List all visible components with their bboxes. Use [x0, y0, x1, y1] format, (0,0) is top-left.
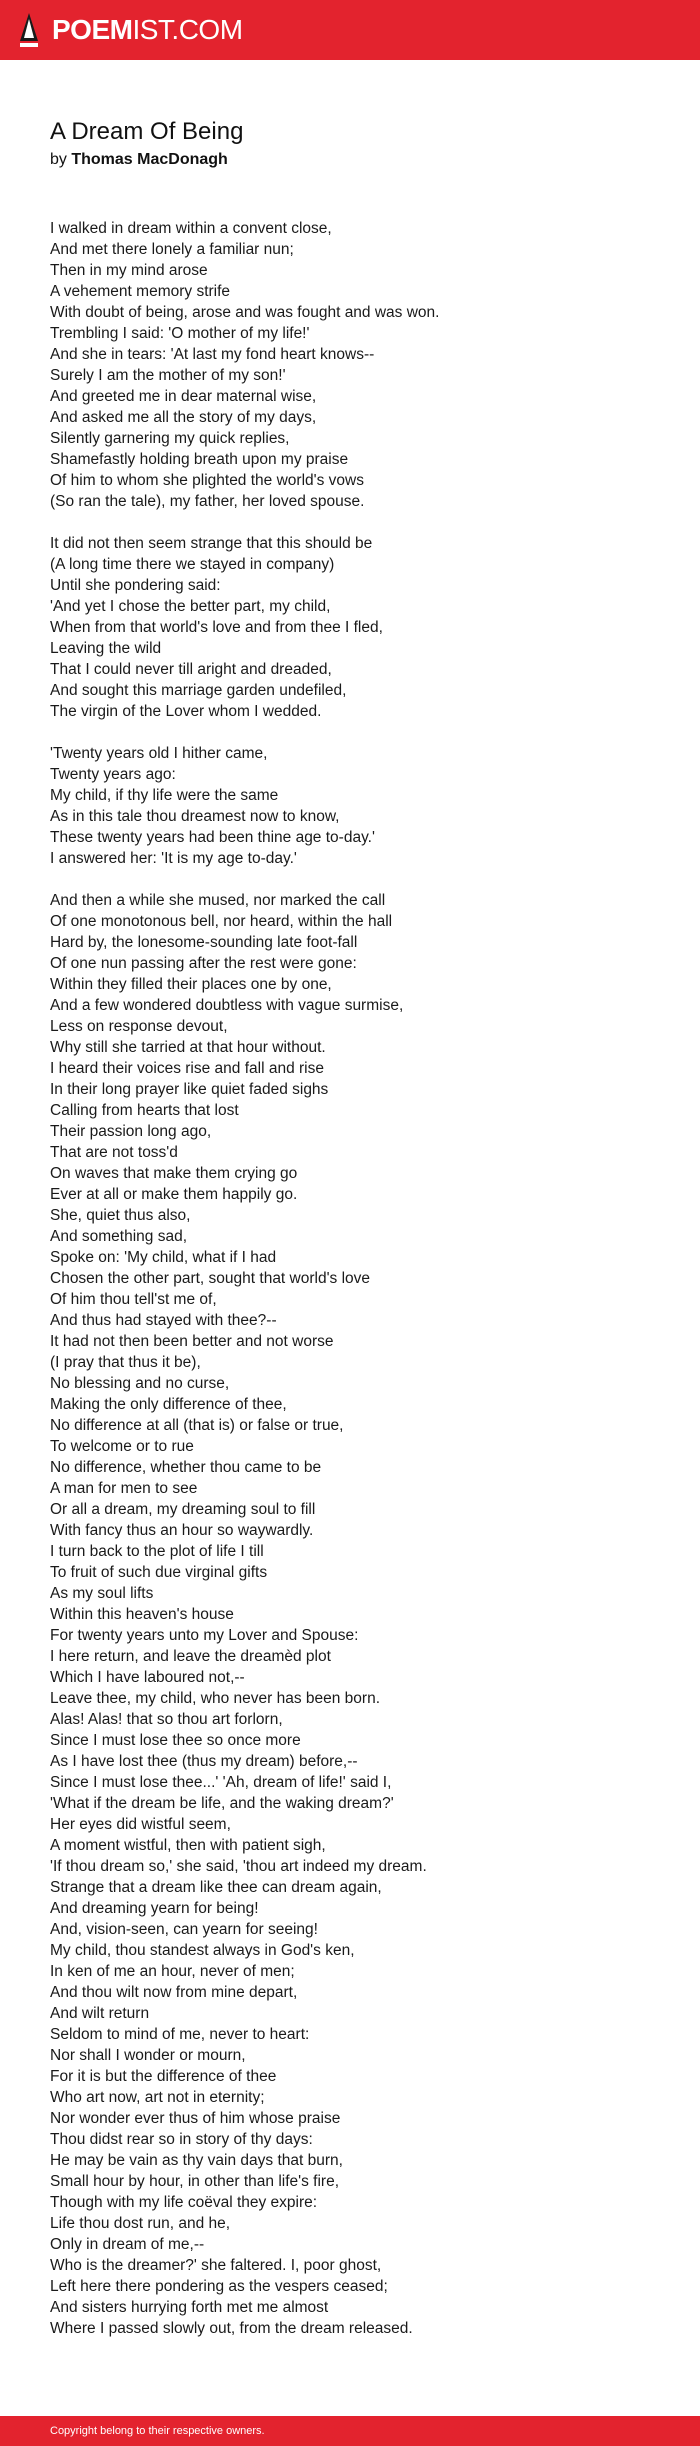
- poem-line: For it is but the difference of thee: [50, 2068, 277, 2085]
- poem-line: Hard by, the lonesome-sounding late foot-fall: [50, 934, 358, 951]
- poem-title: A Dream Of Being: [50, 118, 244, 145]
- poem-line: Life thou dost run, and he,: [50, 2215, 231, 2232]
- poem-line: Or all a dream, my dreaming soul to fill: [50, 1501, 316, 1518]
- poem-line: Making the only difference of thee,: [50, 1396, 287, 1413]
- poem-line: As in this tale thou dreamest now to know,: [50, 808, 340, 825]
- poem-line: Which I have laboured not,--: [50, 1669, 245, 1686]
- poem-line: That I could never till aright and dreaded,: [50, 661, 332, 678]
- poem-line: Silently garnering my quick replies,: [50, 430, 290, 447]
- poem-line: Spoke on: 'My child, what if I had: [50, 1249, 277, 1266]
- poem-line: Left here there pondering as the vespers ceased;: [50, 2278, 388, 2295]
- poem-line: As I have lost thee (thus my dream) before,--: [50, 1753, 358, 1770]
- poem-line: And sought this marriage garden undefiled,: [50, 682, 347, 699]
- poem-line: Trembling I said: 'O mother of my life!': [50, 325, 310, 342]
- poem-line: These twenty years had been thine age to-day.': [50, 829, 375, 846]
- poem-line: 'If thou dream so,' she said, 'thou art indeed my dream.: [50, 1858, 427, 1875]
- poem-line: Leaving the wild: [50, 640, 162, 657]
- poem-line: Since I must lose thee so once more: [50, 1732, 301, 1749]
- poem-line: She, quiet thus also,: [50, 1207, 191, 1224]
- poem-line: Leave thee, my child, who never has been born.: [50, 1690, 381, 1707]
- poem-line: To fruit of such due virginal gifts: [50, 1564, 268, 1581]
- pen-nib-icon[interactable]: [18, 13, 40, 47]
- poem-line: And a few wondered doubtless with vague surmise,: [50, 997, 404, 1014]
- poem-line: Surely I am the mother of my son!': [50, 367, 286, 384]
- site-header: [0, 0, 700, 60]
- poem-line: That are not toss'd: [50, 1144, 178, 1161]
- poem-line: I answered her: 'It is my age to-day.': [50, 850, 297, 867]
- poem-line: Alas! Alas! that so thou art forlorn,: [50, 1711, 283, 1728]
- stanza: [50, 743, 660, 869]
- poem-line: Since I must lose thee...' 'Ah, dream of life!' said I,: [50, 1774, 392, 1791]
- poem-line: And greeted me in dear maternal wise,: [50, 388, 317, 405]
- by-label: by: [50, 151, 67, 168]
- poem-line: Thou didst rear so in story of thy days:: [50, 2131, 313, 2148]
- poem-line: I turn back to the plot of life I till: [50, 1543, 264, 1560]
- poem-line: Of one nun passing after the rest were gone:: [50, 955, 357, 972]
- poem-line: My child, thou standest always in God's ken,: [50, 1942, 355, 1959]
- poem-line: Nor wonder ever thus of him whose praise: [50, 2110, 341, 2127]
- poem-line: And wilt return: [50, 2005, 150, 2022]
- stanza: [50, 533, 660, 722]
- poem-line: On waves that make them crying go: [50, 1165, 298, 1182]
- poem-line: And sisters hurrying forth met me almost: [50, 2299, 329, 2316]
- poem-line: I here return, and leave the dreamèd plot: [50, 1648, 331, 1665]
- poem-line: Within they filled their places one by one,: [50, 976, 332, 993]
- poem-line: Her eyes did wistful seem,: [50, 1816, 231, 1833]
- poem-line: A moment wistful, then with patient sigh,: [50, 1837, 326, 1854]
- poem-line: My child, if thy life were the same: [50, 787, 279, 804]
- poem-line: A man for men to see: [50, 1480, 198, 1497]
- poem-line: With doubt of being, arose and was fought and was won.: [50, 304, 440, 321]
- poem-line: Twenty years ago:: [50, 766, 176, 783]
- poem-line: Of him thou tell'st me of,: [50, 1291, 217, 1308]
- poem-heading: [50, 116, 650, 170]
- poem-line: When from that world's love and from thee I fled,: [50, 619, 383, 636]
- poem-line: (A long time there we stayed in company): [50, 556, 335, 573]
- poem-line: Small hour by hour, in other than life's fire,: [50, 2173, 339, 2190]
- poem-line: And something sad,: [50, 1228, 188, 1245]
- poem-line: A vehement memory strife: [50, 283, 231, 300]
- poem-line: I heard their voices rise and fall and rise: [50, 1060, 324, 1077]
- poem-line: 'And yet I chose the better part, my child,: [50, 598, 331, 615]
- poem-line: Chosen the other part, sought that world's love: [50, 1270, 371, 1287]
- poem-line: Less on response devout,: [50, 1018, 228, 1035]
- poem-line: And asked me all the story of my days,: [50, 409, 317, 426]
- poem-line: With fancy thus an hour so waywardly.: [50, 1522, 314, 1539]
- poem-line: (I pray that thus it be),: [50, 1354, 201, 1371]
- poem-line: Why still she tarried at that hour without.: [50, 1039, 326, 1056]
- poem-line: Of one monotonous bell, nor heard, within the hall: [50, 913, 393, 930]
- poem-line: Then in my mind arose: [50, 262, 208, 279]
- poem-line: Their passion long ago,: [50, 1123, 212, 1140]
- poem-line: Ever at all or make them happily go.: [50, 1186, 298, 1203]
- poem-line: No blessing and no curse,: [50, 1375, 230, 1392]
- poem-line: For twenty years unto my Lover and Spouse:: [50, 1627, 359, 1644]
- copyright-text: Copyright belong to their respective owners.: [50, 2425, 265, 2437]
- stanza: [50, 218, 660, 512]
- poem-line: And, vision-seen, can yearn for seeing!: [50, 1921, 318, 1938]
- poem-line: It did not then seem strange that this should be: [50, 535, 373, 552]
- poem-line: Of him to whom she plighted the world's vows: [50, 472, 364, 489]
- poem-line: Shamefastly holding breath upon my praise: [50, 451, 349, 468]
- poem-line: To welcome or to rue: [50, 1438, 194, 1455]
- poem-line: Until she pondering said:: [50, 577, 221, 594]
- poem-line: (So ran the tale), my father, her loved spouse.: [50, 493, 365, 510]
- poem-line: And thou wilt now from mine depart,: [50, 1984, 298, 2001]
- logo-text-bold: POEM: [52, 14, 133, 45]
- poem-line: Where I passed slowly out, from the dream released.: [50, 2320, 413, 2337]
- author-name: Thomas MacDonagh: [71, 151, 228, 168]
- poem-line: Calling from hearts that lost: [50, 1102, 239, 1119]
- poem-line: Only in dream of me,--: [50, 2236, 205, 2253]
- poem-line: Seldom to mind of me, never to heart:: [50, 2026, 310, 2043]
- poem-line: And she in tears: 'At last my fond heart knows--: [50, 346, 375, 363]
- poem-body: [50, 218, 660, 2360]
- poem-line: No difference, whether thou came to be: [50, 1459, 322, 1476]
- poem-line: I walked in dream within a convent close,: [50, 220, 332, 237]
- poem-line: 'What if the dream be life, and the waking dream?': [50, 1795, 394, 1812]
- poem-line: And then a while she mused, nor marked the call: [50, 892, 386, 909]
- poem-line: Though with my life coëval they expire:: [50, 2194, 318, 2211]
- site-footer: [0, 2416, 700, 2446]
- poem-line: As my soul lifts: [50, 1585, 154, 1602]
- poem-line: Nor shall I wonder or mourn,: [50, 2047, 246, 2064]
- poem-line: The virgin of the Lover whom I wedded.: [50, 703, 322, 720]
- poem-line: Within this heaven's house: [50, 1606, 234, 1623]
- poem-line: He may be vain as thy vain days that burn,: [50, 2152, 343, 2169]
- poem-line: 'Twenty years old I hither came,: [50, 745, 268, 762]
- poem-line: Strange that a dream like thee can dream again,: [50, 1879, 382, 1896]
- poem-line: And met there lonely a familiar nun;: [50, 241, 294, 258]
- site-logo[interactable]: [52, 16, 243, 44]
- poem-line: No difference at all (that is) or false or true,: [50, 1417, 344, 1434]
- stanza: [50, 890, 660, 2339]
- logo-text-light: IST.COM: [132, 14, 243, 45]
- poem-line: In their long prayer like quiet faded sighs: [50, 1081, 329, 1098]
- poem-line: And thus had stayed with thee?--: [50, 1312, 277, 1329]
- poem-line: Who art now, art not in eternity;: [50, 2089, 265, 2106]
- byline: [50, 150, 650, 170]
- poem-line: Who is the dreamer?' she faltered. I, poor ghost,: [50, 2257, 382, 2274]
- poem-line: In ken of me an hour, never of men;: [50, 1963, 295, 1980]
- poem-line: It had not then been better and not worse: [50, 1333, 334, 1350]
- poem-line: And dreaming yearn for being!: [50, 1900, 259, 1917]
